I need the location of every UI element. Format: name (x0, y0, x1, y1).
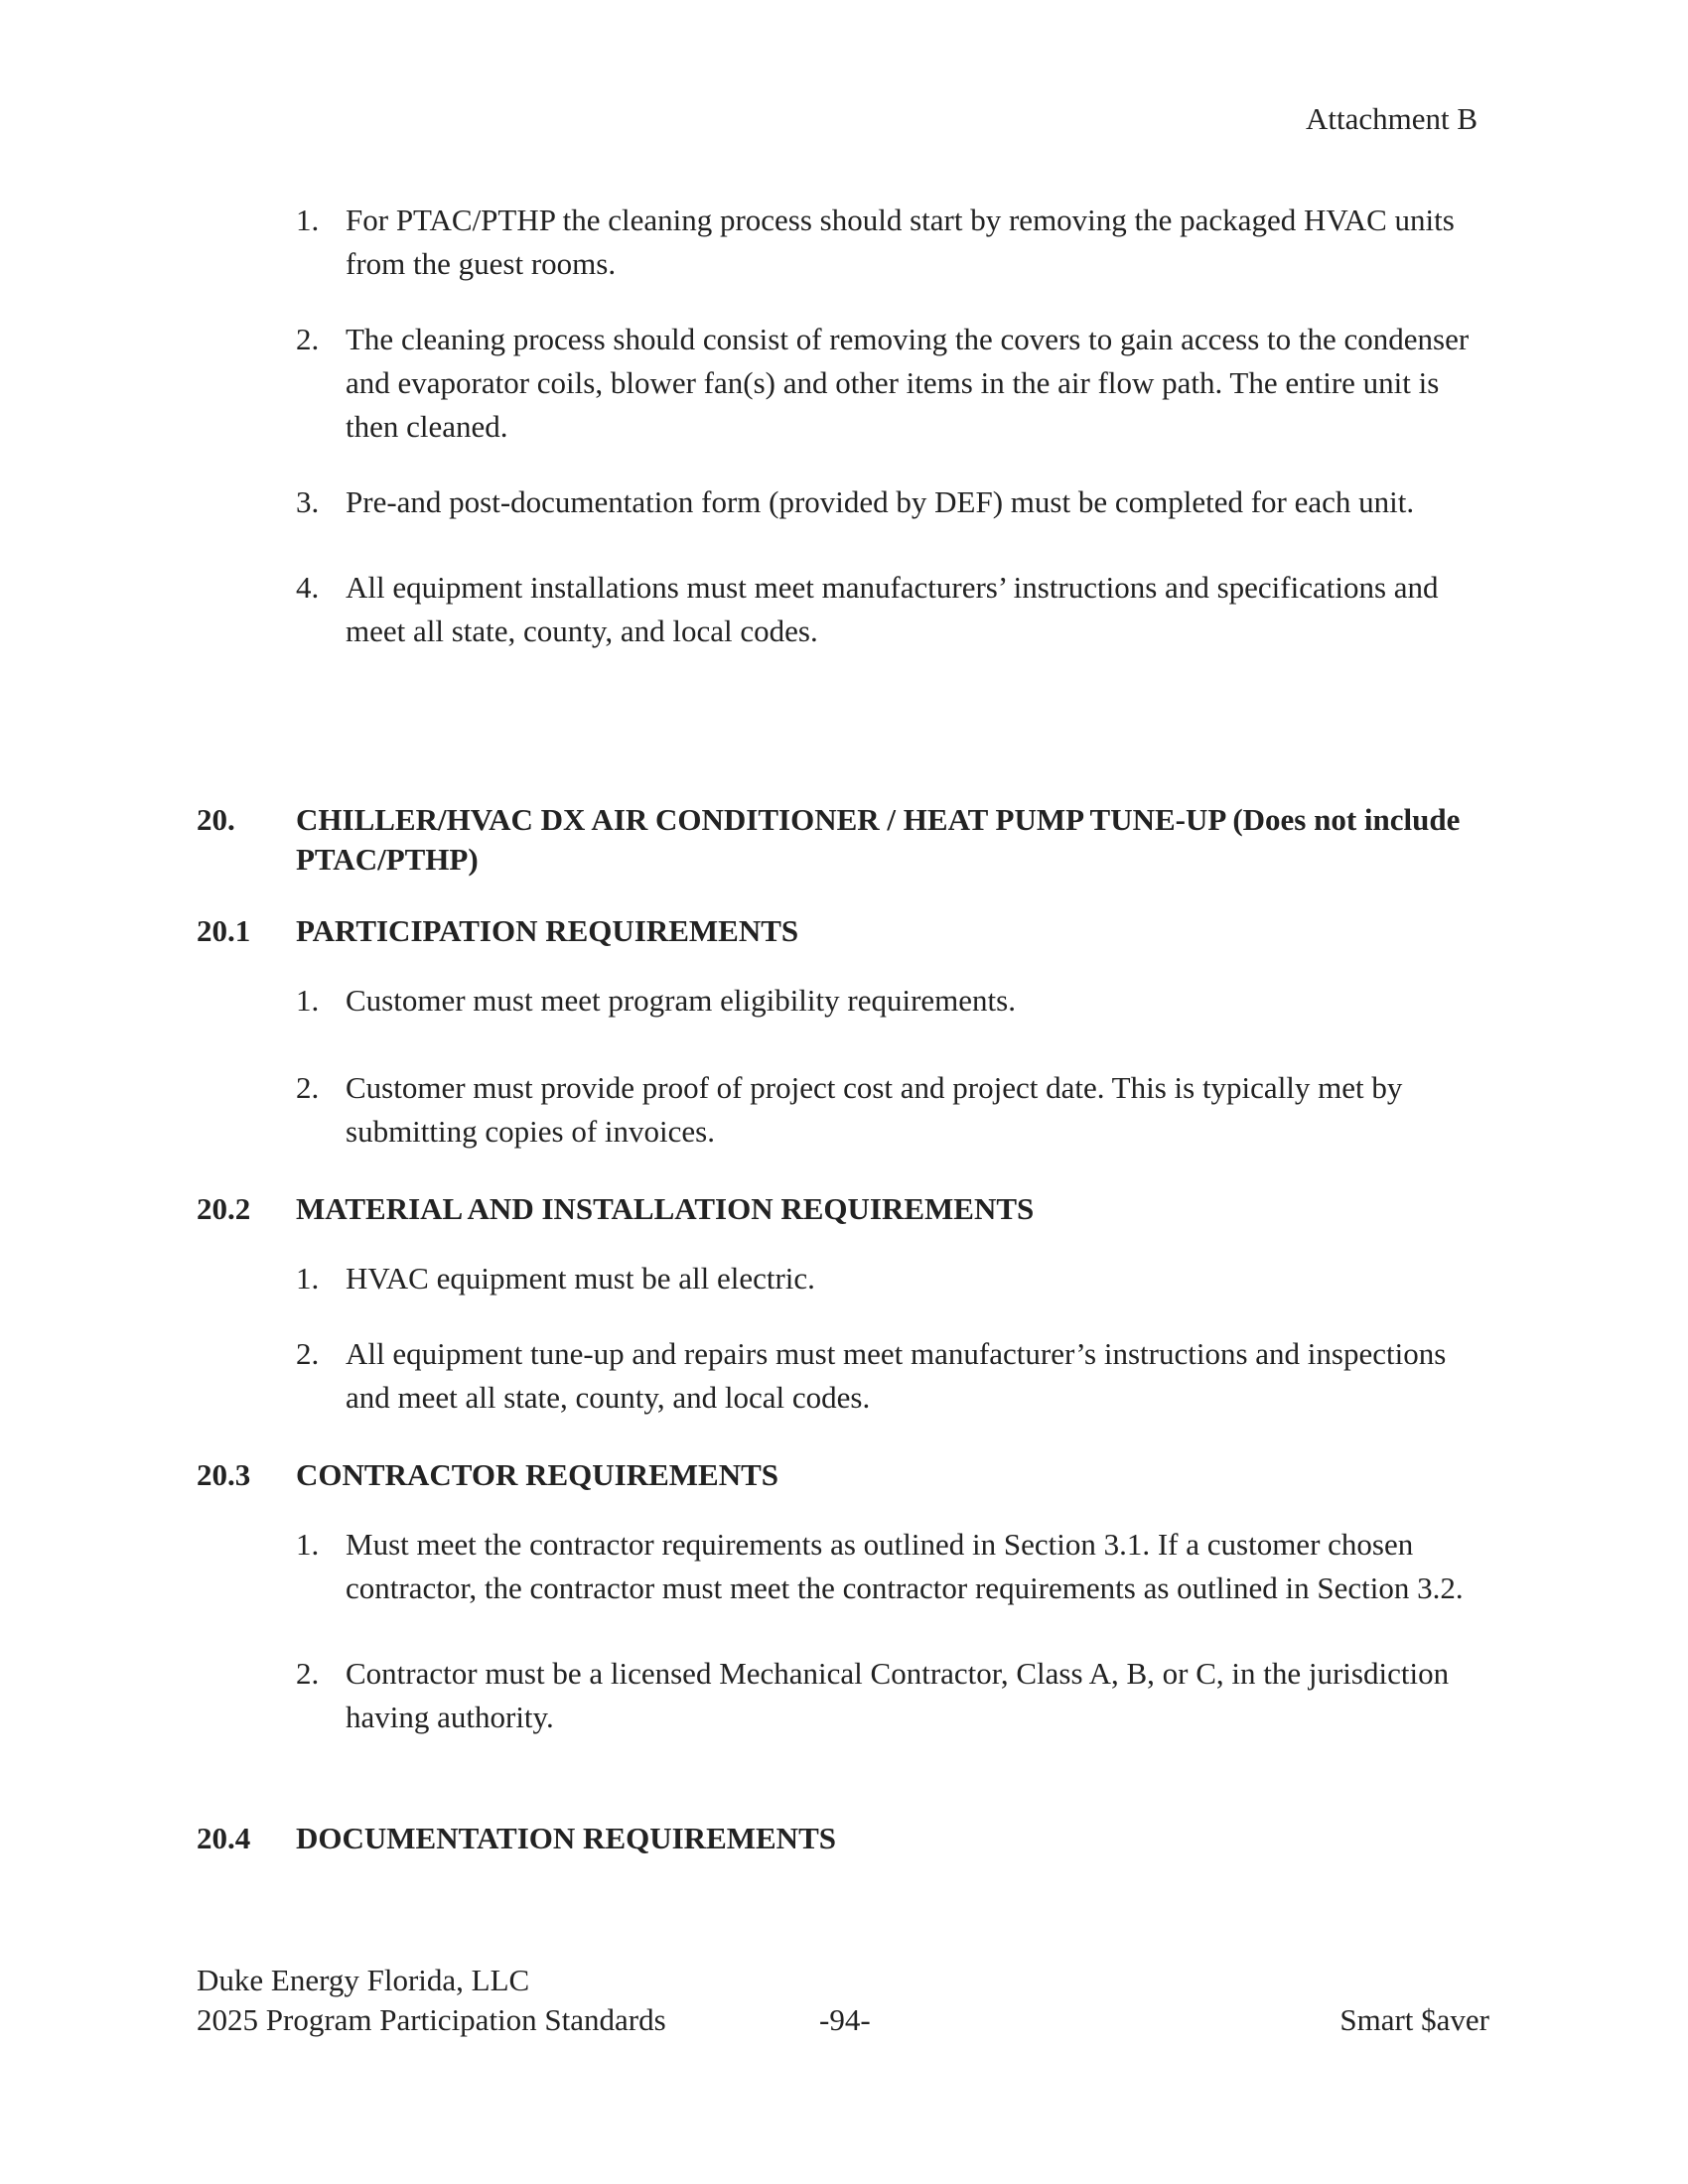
section-number: 20.2 (197, 1191, 251, 1226)
list-item (296, 1066, 1487, 1154)
material-installation-requirements-list (296, 1257, 1487, 1420)
section-title: CONTRACTOR REQUIREMENTS (296, 1457, 779, 1492)
list-item-number: 1. (296, 203, 320, 237)
section-20-1-heading (197, 911, 1487, 951)
section-number: 20. (197, 802, 235, 837)
list-item-text: Pre-and post-documentation form (provided by DEF) must be completed for each unit. (346, 484, 1415, 519)
list-item-text: Customer must meet program eligibility requirements. (346, 983, 1016, 1018)
list-item-number: 2. (296, 322, 320, 356)
section-20-3-heading (197, 1455, 1487, 1495)
list-item-text: The cleaning process should consist of removing the covers to gain access to the condenser and evaporator coils, blower fan(s) and other items in the air flow path. The entire unit is then cleaned. (346, 322, 1470, 444)
footer-row-2 (197, 2000, 1489, 2040)
section-title: CHILLER/HVAC DX AIR CONDITIONER / HEAT PUMP TUNE-UP (Does not include PTAC/PTHP) (296, 802, 1461, 877)
section-title: MATERIAL AND INSTALLATION REQUIREMENTS (296, 1191, 1035, 1226)
participation-requirements-list (296, 979, 1487, 1154)
list-item-text: For PTAC/PTHP the cleaning process should start by removing the packaged HVAC units from the guest rooms. (346, 203, 1455, 281)
section-title: PARTICIPATION REQUIREMENTS (296, 913, 799, 948)
list-item (296, 318, 1487, 449)
list-item-number: 3. (296, 484, 320, 519)
list-item (296, 480, 1487, 524)
section-20-4-heading (197, 1819, 1487, 1858)
list-item-text: All equipment installations must meet manufacturers’ instructions and specifications and meet all state, county, and local codes. (346, 570, 1439, 648)
cleaning-steps-list (296, 199, 1487, 653)
list-item (296, 1523, 1487, 1610)
list-item-number: 1. (296, 983, 320, 1018)
list-item-number: 2. (296, 1656, 320, 1691)
list-item-number: 1. (296, 1261, 320, 1296)
footer-program-name: Smart $aver (1339, 2002, 1489, 2037)
list-item-number: 2. (296, 1070, 320, 1105)
list-item-text: Must meet the contractor requirements as outlined in Section 3.1. If a customer chosen contractor, the contractor must meet the contractor requirements as outlined in Section 3.2. (346, 1527, 1464, 1605)
footer-page-number: -94- (819, 2002, 871, 2037)
list-item-text: Contractor must be a licensed Mechanical Contractor, Class A, B, or C, in the jurisdiction having authority. (346, 1656, 1450, 1734)
page-footer (197, 1961, 1489, 2040)
list-item (296, 1652, 1487, 1739)
list-item-number: 1. (296, 1527, 320, 1562)
list-item (296, 566, 1487, 653)
section-20-heading (197, 800, 1487, 880)
list-item (296, 199, 1487, 286)
list-item-text: HVAC equipment must be all electric. (346, 1261, 815, 1296)
list-item-number: 4. (296, 570, 320, 605)
list-item (296, 1257, 1487, 1300)
list-item (296, 1332, 1487, 1420)
list-item-number: 2. (296, 1336, 320, 1371)
section-20-2-heading (197, 1189, 1487, 1229)
footer-row-1 (197, 1961, 1489, 2000)
section-number: 20.1 (197, 913, 251, 948)
attachment-label: Attachment B (1305, 101, 1477, 136)
contractor-requirements-list (296, 1523, 1487, 1739)
footer-document-title: 2025 Program Participation Standards (197, 2002, 666, 2037)
section-number: 20.4 (197, 1821, 251, 1855)
list-item-text: All equipment tune-up and repairs must meet manufacturer’s instructions and inspections and meet all state, county, and local codes. (346, 1336, 1447, 1415)
list-item (296, 979, 1487, 1023)
section-title: DOCUMENTATION REQUIREMENTS (296, 1821, 836, 1855)
section-number: 20.3 (197, 1457, 251, 1492)
list-item-text: Customer must provide proof of project cost and project date. This is typically met by submitting copies of invoices. (346, 1070, 1403, 1149)
footer-company: Duke Energy Florida, LLC (197, 1963, 530, 1997)
